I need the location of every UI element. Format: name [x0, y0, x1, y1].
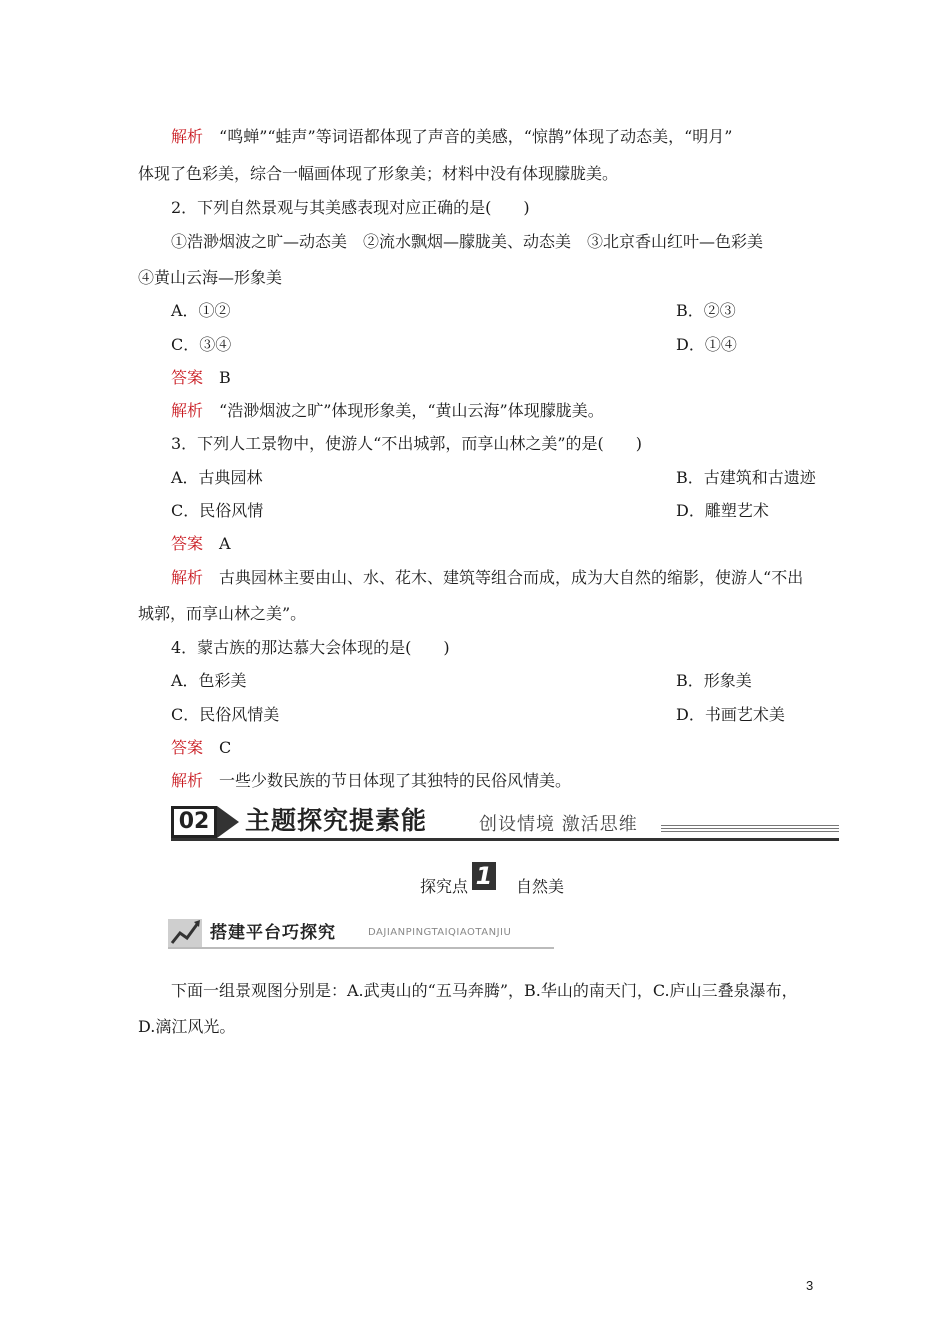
banner-lines: [661, 825, 839, 834]
question-2-answer: [171, 367, 231, 389]
option-d: D．雕塑艺术: [676, 501, 769, 520]
option-a: A．①②: [171, 301, 231, 320]
question-3-options-row-2: [171, 500, 871, 522]
body-paragraph-line-1: 下面一组景观图分别是：A.武夷山的“五马奔腾”，B.华山的南天门，C.庐山三叠泉瀑布，: [171, 981, 798, 1000]
option-d: D．书画艺术美: [676, 705, 785, 724]
answer-label: 答案: [171, 534, 204, 553]
question-2-analysis: [171, 400, 604, 422]
analysis-line-2: 体现了色彩美，综合一幅画体现了形象美；材料中没有体现朦胧美。: [138, 164, 619, 183]
question-2-options-row-1: [171, 300, 871, 322]
analysis-label: 解析: [171, 568, 204, 587]
option-a: A．古典园林: [171, 468, 263, 487]
option-c: C．民俗风情美: [171, 705, 280, 724]
platform-underline: [168, 947, 554, 949]
question-2-options-row-2: [171, 334, 871, 356]
analysis-text: 一些少数民族的节日体现了其独特的民俗风情美。: [219, 771, 572, 790]
platform-header: [168, 917, 554, 951]
analysis-text: 古典园林主要由山、水、花木、建筑等组合而成，成为大自然的缩影，使游人“不出: [219, 568, 804, 587]
question-3-analysis: [171, 567, 803, 589]
answer-value: C: [219, 738, 232, 757]
option-b: B．古建筑和古遗迹: [676, 468, 816, 487]
option-a: A．色彩美: [171, 671, 247, 690]
section-number: 02: [171, 806, 217, 838]
explore-label: 探究点: [420, 877, 469, 896]
section-subtitle: 创设情境 激活思维: [479, 814, 638, 835]
platform-pinyin: DAJIANPINGTAIQIAOTANJIU: [368, 927, 512, 938]
chart-trend-icon: [168, 917, 204, 949]
analysis-line-1: [171, 126, 732, 148]
answer-value: A: [219, 534, 231, 553]
question-2: 2．下列自然景观与其美感表现对应正确的是( ): [171, 198, 530, 217]
question-4-options-row-1: [171, 670, 871, 692]
question-4-analysis: [171, 770, 571, 792]
answer-label: 答案: [171, 368, 204, 387]
option-d: D．①④: [676, 335, 737, 354]
option-b: B．形象美: [676, 671, 752, 690]
section-title: 主题探究提素能: [245, 806, 428, 835]
banner-arrow-icon: [217, 806, 239, 838]
question-3-answer: [171, 533, 231, 555]
answer-label: 答案: [171, 738, 204, 757]
question-4: 4．蒙古族的那达慕大会体现的是( ): [171, 638, 450, 657]
explore-number-badge: 1: [472, 862, 496, 890]
analysis-label: 解析: [171, 401, 204, 420]
analysis-label: 解析: [171, 127, 204, 146]
platform-title: 搭建平台巧探究: [210, 923, 336, 943]
answer-value: B: [219, 368, 231, 387]
page-number: 3: [806, 1278, 814, 1293]
option-b: B．②③: [676, 301, 736, 320]
option-c: C．③④: [171, 335, 232, 354]
question-4-options-row-2: [171, 704, 871, 726]
question-2-statements: ①浩渺烟波之旷—动态美 ②流水飘烟—朦胧美、动态美 ③北京香山红叶—色彩美: [171, 232, 764, 251]
body-paragraph-line-2: D.漓江风光。: [138, 1017, 236, 1036]
question-3: 3．下列人工景物中，使游人“不出城郭，而享山林之美”的是( ): [171, 434, 643, 453]
question-3-options-row-1: [171, 467, 871, 489]
banner-rule: [171, 838, 839, 841]
analysis-label: 解析: [171, 771, 204, 790]
explore-topic: 自然美: [516, 877, 565, 896]
question-4-answer: [171, 737, 231, 759]
explore-point: [0, 862, 950, 902]
analysis-text: “浩渺烟波之旷”体现形象美，“黄山云海”体现朦胧美。: [219, 401, 604, 420]
question-2-statements-cont: ④黄山云海—形象美: [138, 268, 283, 287]
option-c: C．民俗风情: [171, 501, 264, 520]
section-banner: [171, 803, 839, 843]
question-3-analysis-cont: 城郭，而享山林之美”。: [138, 604, 307, 623]
analysis-text: “鸣蝉”“蛙声”等词语都体现了声音的美感，“惊鹊”体现了动态美，“明月”: [219, 127, 733, 146]
